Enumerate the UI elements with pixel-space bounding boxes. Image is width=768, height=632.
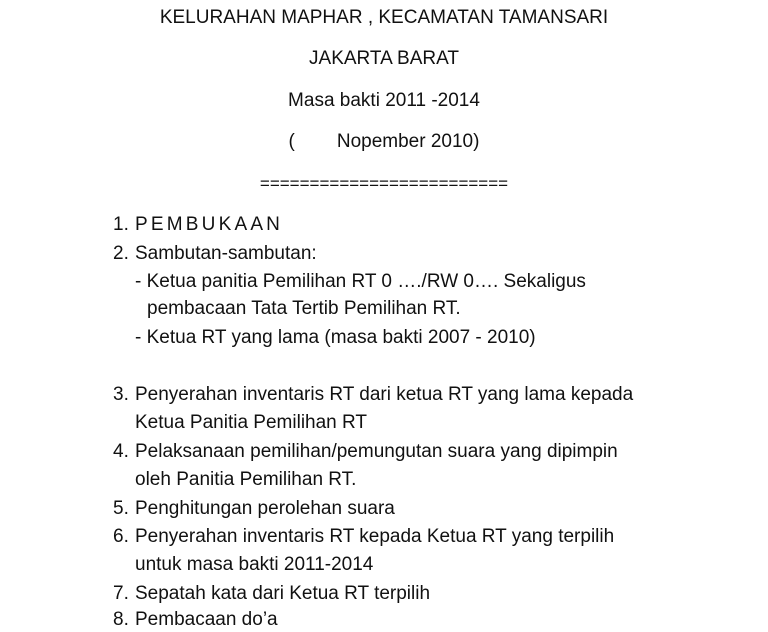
- agenda-text: Penyerahan inventaris RT dari ketua RT yang lama kepada: [135, 384, 634, 405]
- agenda-number: 1.: [113, 214, 129, 235]
- header-date-text: Nopember 2010): [336, 131, 480, 152]
- agenda-item-6: [113, 525, 614, 549]
- agenda-number: 8.: [113, 609, 129, 630]
- agenda-item-1: [113, 213, 283, 237]
- header-city: JAKARTA BARAT: [309, 48, 459, 69]
- agenda-item-4: [113, 440, 618, 464]
- separator-line: =========================: [259, 174, 509, 193]
- agenda-item-4-cont: oleh Panitia Pemilihan RT.: [135, 469, 357, 490]
- agenda-text: Pembacaan do’a: [135, 609, 278, 630]
- agenda-text: PEMBUKAAN: [135, 214, 284, 235]
- header-kelurahan: KELURAHAN MAPHAR , KECAMATAN TAMANSARI: [159, 7, 609, 28]
- agenda-item-5: [113, 497, 395, 521]
- agenda-number: 4.: [113, 441, 129, 462]
- agenda-item-7: [113, 582, 430, 606]
- agenda-number: 5.: [113, 498, 129, 519]
- header-term: Masa bakti 2011 -2014: [288, 90, 480, 111]
- agenda-item-3: [113, 383, 633, 407]
- agenda-number: 7.: [113, 583, 129, 604]
- agenda-item-8: [113, 608, 278, 632]
- agenda-subitem-1: - Ketua panitia Pemilihan RT 0 …./RW 0…. Sekaligus: [135, 271, 586, 292]
- agenda-item-3-cont: Ketua Panitia Pemilihan RT: [135, 412, 367, 433]
- agenda-text: Penyerahan inventaris RT kepada Ketua RT yang terpilih: [135, 526, 615, 547]
- paren-open: (: [288, 131, 295, 152]
- agenda-number: 3.: [113, 384, 129, 405]
- agenda-subitem-2: - Ketua RT yang lama (masa bakti 2007 - 2010): [135, 327, 536, 348]
- agenda-item-6-cont: untuk masa bakti 2011-2014: [135, 554, 374, 575]
- header-date: [0, 130, 768, 154]
- agenda-subitem-1-cont: pembacaan Tata Tertib Pemilihan RT.: [147, 298, 461, 319]
- agenda-item-2: [113, 242, 317, 266]
- agenda-text: Penghitungan perolehan suara: [135, 498, 395, 519]
- agenda-text: Sambutan-sambutan:: [135, 243, 317, 264]
- agenda-text: Pelaksanaan pemilihan/pemungutan suara yang dipimpin: [135, 441, 618, 462]
- agenda-number: 2.: [113, 243, 129, 264]
- agenda-text: Sepatah kata dari Ketua RT terpilih: [135, 583, 431, 604]
- agenda-number: 6.: [113, 526, 129, 547]
